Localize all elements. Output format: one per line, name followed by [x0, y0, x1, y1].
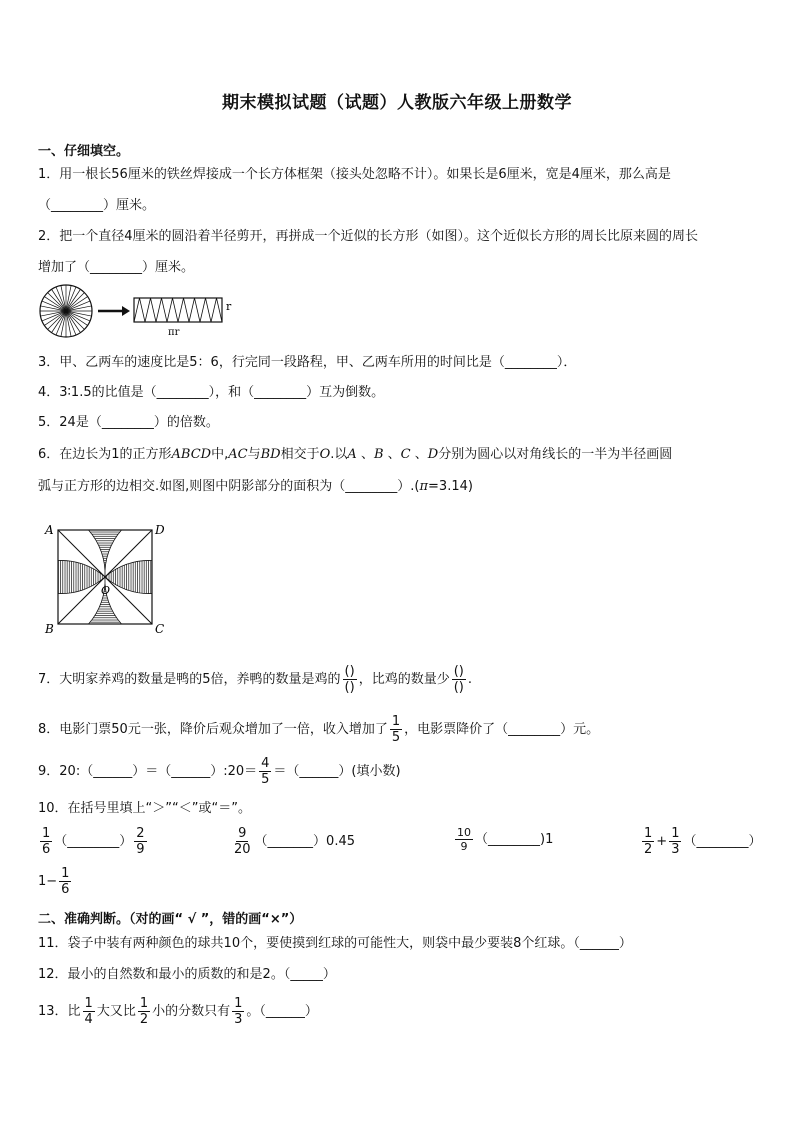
q10-i4-a	[642, 826, 654, 857]
q13-text-4: 。（______）	[246, 1004, 318, 1019]
q6-text-5: .以	[330, 447, 348, 462]
q6-sep-2: 、	[383, 447, 401, 462]
q6-text-6: 分别为圆心以对角线长的一半为半径画圆	[438, 447, 673, 462]
q10-i1-left	[40, 826, 52, 857]
q13-text-3: 小的分数只有	[152, 1004, 231, 1019]
q10-i1-denominator: 6	[42, 842, 51, 857]
q13-f1-numerator: 1	[84, 996, 93, 1011]
q13-f2-numerator: 1	[139, 996, 149, 1011]
q10-i2-left	[232, 826, 253, 857]
question-6-line-1	[38, 446, 672, 464]
q10-i4b-denominator: 3	[671, 842, 680, 857]
q10-i5-numerator: 1	[61, 866, 70, 881]
question-10: 10．在括号里填上“＞”“＜”或“＝”。	[38, 801, 251, 816]
vertex-a: A	[45, 523, 54, 537]
question-7	[38, 660, 472, 700]
q10-i4a-denominator: 2	[644, 842, 653, 857]
question-12: 12．最小的自然数和最小的质数的和是2。（_____）	[38, 967, 336, 982]
square-arcs-figure	[42, 520, 172, 638]
question-3: 3．甲、乙两车的速度比是5：6，行完同一段路程，甲、乙两车所用的时间比是（________）．	[38, 355, 577, 370]
q8-text-1: 8．电影门票50元一张，降价后观众增加了一倍，收入增加了	[38, 722, 388, 737]
q10-i2-numerator: 9	[238, 826, 247, 841]
question-13	[38, 992, 318, 1032]
q7-text-1: 7．大明家养鸡的数量是鸭的5倍，养鸭的数量是鸡的	[38, 672, 341, 687]
q6-a: A	[347, 447, 357, 462]
q10-i4-blank: （________）	[683, 834, 762, 849]
q8-text-2: ，电影票降价了（________）元。	[404, 722, 600, 737]
q10-i5-prefix: 1−	[38, 874, 58, 889]
q6-o: O	[319, 447, 331, 462]
q6-b: B	[373, 447, 384, 462]
q9-denominator: 5	[261, 772, 270, 787]
question-11: 11．袋子中装有两种颜色的球共10个，要使摸到红球的可能性大，则袋中最少要装8个红球。（______）	[38, 936, 632, 951]
q10-i3-blank: （________)1	[475, 832, 554, 847]
q9-fraction	[259, 756, 271, 787]
q7-f1-numerator: ()	[344, 664, 355, 679]
q10-i3-left	[455, 826, 473, 853]
q7-fraction-2	[452, 664, 466, 695]
q13-text-1: 13．比	[38, 1004, 81, 1019]
q10-i2-denominator: 20	[234, 842, 251, 857]
q10-i1-blank: （________）	[54, 834, 133, 849]
question-6-line-2	[38, 478, 473, 496]
vertex-c: C	[155, 622, 165, 636]
q10-i1-right	[134, 826, 146, 857]
question-4: 4．3∶1.5的比值是（________），和（________）互为倒数。	[38, 385, 385, 400]
section-heading-fill-blank: 一、仔细填空。	[38, 144, 130, 159]
q8-fraction	[390, 714, 402, 745]
q10-i1-numerator: 1	[42, 826, 51, 841]
q10-i3-numerator: 10	[457, 826, 471, 839]
q7-f2-numerator: ()	[453, 664, 464, 679]
question-8	[38, 710, 599, 750]
vertex-b: B	[45, 622, 54, 636]
arrow-icon	[98, 306, 130, 316]
center-o: O	[101, 584, 111, 597]
q13-fraction-3	[232, 996, 244, 1027]
q6-line-2-end: =3.14)	[428, 479, 473, 494]
q10-item-2	[230, 826, 355, 857]
q10-item-3	[453, 826, 553, 853]
cut-circle	[40, 285, 92, 337]
question-1-line-1: 1．用一根长56厘米的铁丝焊接成一个长方体框架（接头处忽略不计）。如果长是6厘米，宽是4厘米，那么高是	[38, 167, 671, 182]
q7-f2-denominator: ()	[453, 680, 464, 695]
approx-rectangle	[134, 298, 222, 322]
q9-text-2: ＝（______）(填小数)	[273, 764, 401, 779]
q6-ac: AC	[228, 447, 248, 462]
circle-to-rectangle-figure	[38, 284, 238, 340]
q13-f3-denominator: 3	[234, 1012, 243, 1027]
vertex-d: D	[155, 523, 165, 537]
q6-abcd: ABCD	[171, 447, 212, 462]
q10-i5-frac	[59, 866, 71, 897]
q7-f1-denominator: ()	[344, 680, 355, 695]
question-1-line-2: （________）厘米。	[38, 198, 156, 213]
q13-f2-denominator: 2	[139, 1012, 149, 1027]
q13-text-2: 大又比	[96, 1004, 136, 1019]
q9-text-1: 9．20:（______）＝（______）:20＝	[38, 764, 258, 779]
question-2-line-2: 增加了（________）厘米。	[38, 260, 195, 275]
q10-i4-plus: +	[656, 834, 668, 849]
q10-item-1	[38, 826, 149, 857]
label-pi-r: πr	[168, 327, 180, 338]
q10-i3-denominator: 9	[460, 840, 468, 853]
q6-text-4: 相交于	[280, 447, 320, 462]
q6-sep-1: 、	[356, 447, 374, 462]
question-5: 5．24是（________）的倍数。	[38, 415, 219, 430]
q7-text-2: ，比鸡的数量少	[358, 672, 450, 687]
q7-text-3: .	[467, 672, 473, 687]
q10-i2-blank: （_______）0.45	[254, 834, 355, 849]
q6-text-2: 中,	[211, 447, 229, 462]
q6-text-3: 与	[247, 447, 261, 462]
q7-fraction-1	[343, 664, 357, 695]
q10-item-4	[640, 826, 761, 857]
q6-text-1: 6．在边长为1的正方形	[38, 447, 172, 462]
question-2-line-1: 2．把一个直径4厘米的圆沿着半径剪开，再拼成一个近似的长方形（如图）。这个近似长方形的周长比原来圆的周长	[38, 229, 699, 244]
page-title: 期末模拟试题（试题）人教版六年级上册数学	[222, 93, 572, 113]
q9-numerator: 4	[261, 756, 270, 771]
q13-f3-numerator: 1	[234, 996, 243, 1011]
q6-bd: BD	[260, 447, 281, 462]
q6-line-2-text: 弧与正方形的边相交.如图,则图中阴影部分的面积为（________）.(	[38, 479, 420, 494]
q10-i4-b	[669, 826, 681, 857]
q10-i1r-numerator: 2	[136, 826, 145, 841]
question-9	[38, 752, 401, 792]
section-heading-judge: 二、准确判断。（对的画“ √ ”，错的画“×”）	[38, 912, 303, 927]
q13-fraction-2	[138, 996, 150, 1027]
q10-i4b-numerator: 1	[671, 826, 680, 841]
q8-numerator: 1	[391, 714, 401, 729]
q6-d: D	[427, 447, 439, 462]
q10-i4a-numerator: 1	[644, 826, 653, 841]
q10-i1r-denominator: 9	[136, 842, 145, 857]
q6-pi: π	[419, 479, 429, 494]
q10-item-5	[38, 866, 73, 897]
q13-fraction-1	[83, 996, 95, 1027]
q13-f1-denominator: 4	[84, 1012, 93, 1027]
q6-sep-3: 、	[410, 447, 428, 462]
label-r: r	[226, 300, 232, 313]
q6-c: C	[400, 447, 411, 462]
q8-denominator: 5	[391, 730, 401, 745]
q10-i5-denominator: 6	[61, 882, 70, 897]
